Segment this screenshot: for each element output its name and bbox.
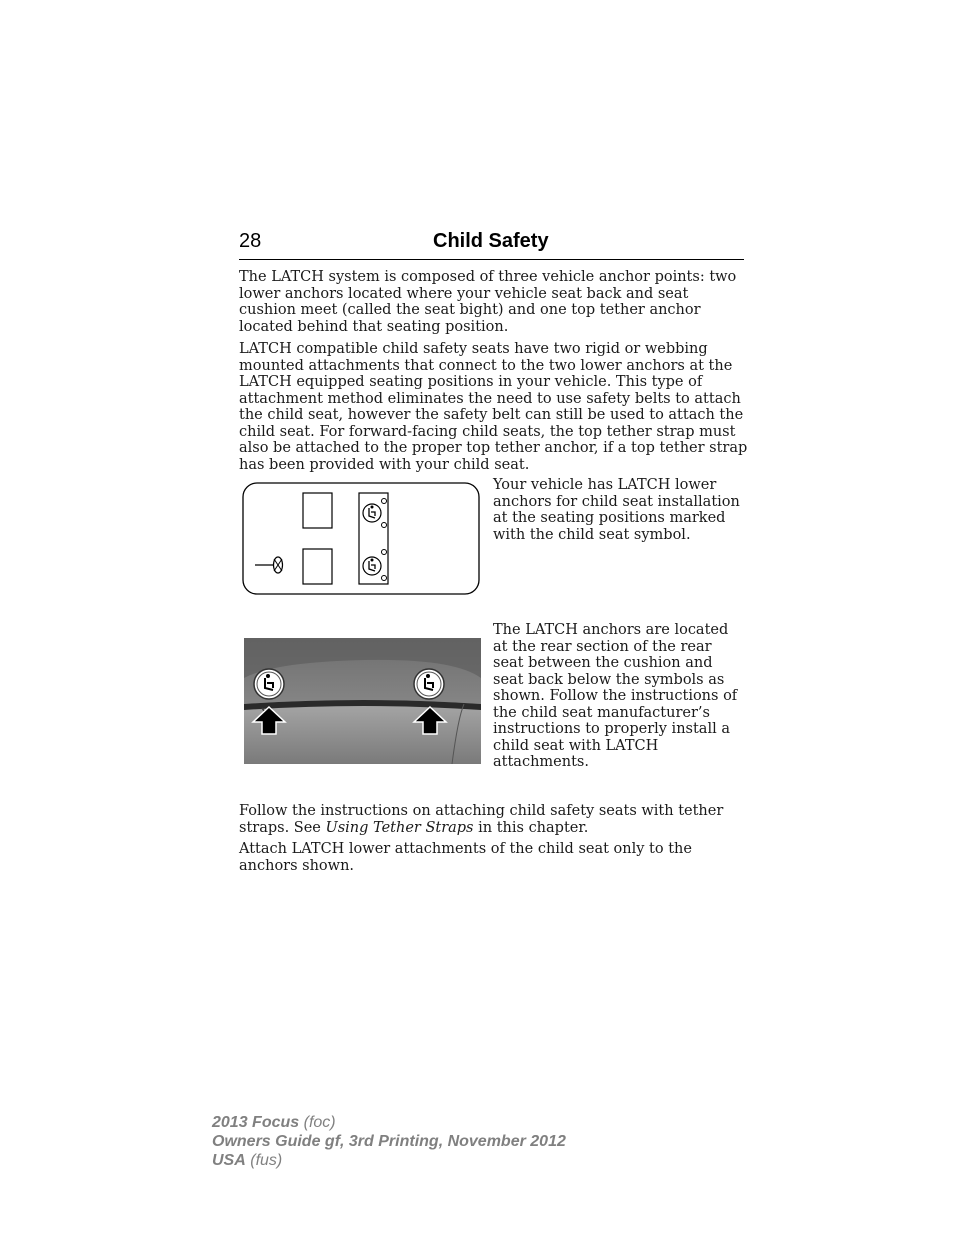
paragraph-latch-lower-anchors: Your vehicle has LATCH lower anchors for child seat installation at the seating positions marked with the child seat symbol. xyxy=(493,477,740,543)
tether-text-after: in this chapter. xyxy=(473,819,589,836)
footer-model: 2013 Focus xyxy=(212,1114,300,1131)
paragraph-latch-system: The LATCH system is composed of three vehicle anchor points: two lower anchors located where your vehicle seat back and seat cushion meet (called the seat bight) and one top tether anchor located behind that seating position. xyxy=(239,269,737,335)
tether-text-before: Follow the instructions on attaching child safety seats with tether straps. See xyxy=(239,803,724,836)
front-seat-right xyxy=(303,549,332,584)
page-number: 28 xyxy=(239,230,262,252)
section-title: Child Safety xyxy=(433,230,549,252)
footer-model-code: (foc) xyxy=(303,1114,336,1131)
footer-market: USA xyxy=(212,1152,246,1169)
child-seat-icon xyxy=(363,557,381,575)
paragraph-tether-instructions xyxy=(239,803,749,836)
tether-straps-reference: Using Tether Straps xyxy=(325,819,474,836)
child-seat-symbol-left xyxy=(254,669,284,699)
footer-market-code: (fus) xyxy=(250,1152,283,1169)
latch-anchor-photo xyxy=(244,638,481,764)
paragraph-latch-anchors-location: The LATCH anchors are located at the rear section of the rear seat between the cushion and seat back below the symbols as shown. Follow the instructions of the child seat manufacturer’s instructions to properly install a child seat with LATCH attachments. xyxy=(493,622,738,770)
child-seat-symbol-right xyxy=(414,669,444,699)
page-header xyxy=(239,228,744,260)
paragraph-latch-compatible: LATCH compatible child safety seats have two rigid or webbing mounted attachments that connect to the two lower anchors at the LATCH equipped seating positions in your vehicle. This type of attachment method eliminates the need to use safety belts to attach the child seat, however the safety belt can still be used to attach the child seat. For forward-facing child seats, the top tether strap must also be attached to the proper top tether anchor, if a top tether strap has been provided with your child seat. xyxy=(239,341,748,473)
footer-guide: Owners Guide gf, 3rd Printing, November 2012 xyxy=(212,1133,566,1150)
paragraph-attach-latch: Attach LATCH lower attachments of the child seat only to the anchors shown. xyxy=(239,841,692,874)
front-seat-left xyxy=(303,493,332,528)
child-seat-icon xyxy=(363,504,381,522)
page-footer xyxy=(212,1113,566,1170)
latch-seating-diagram xyxy=(242,482,481,596)
